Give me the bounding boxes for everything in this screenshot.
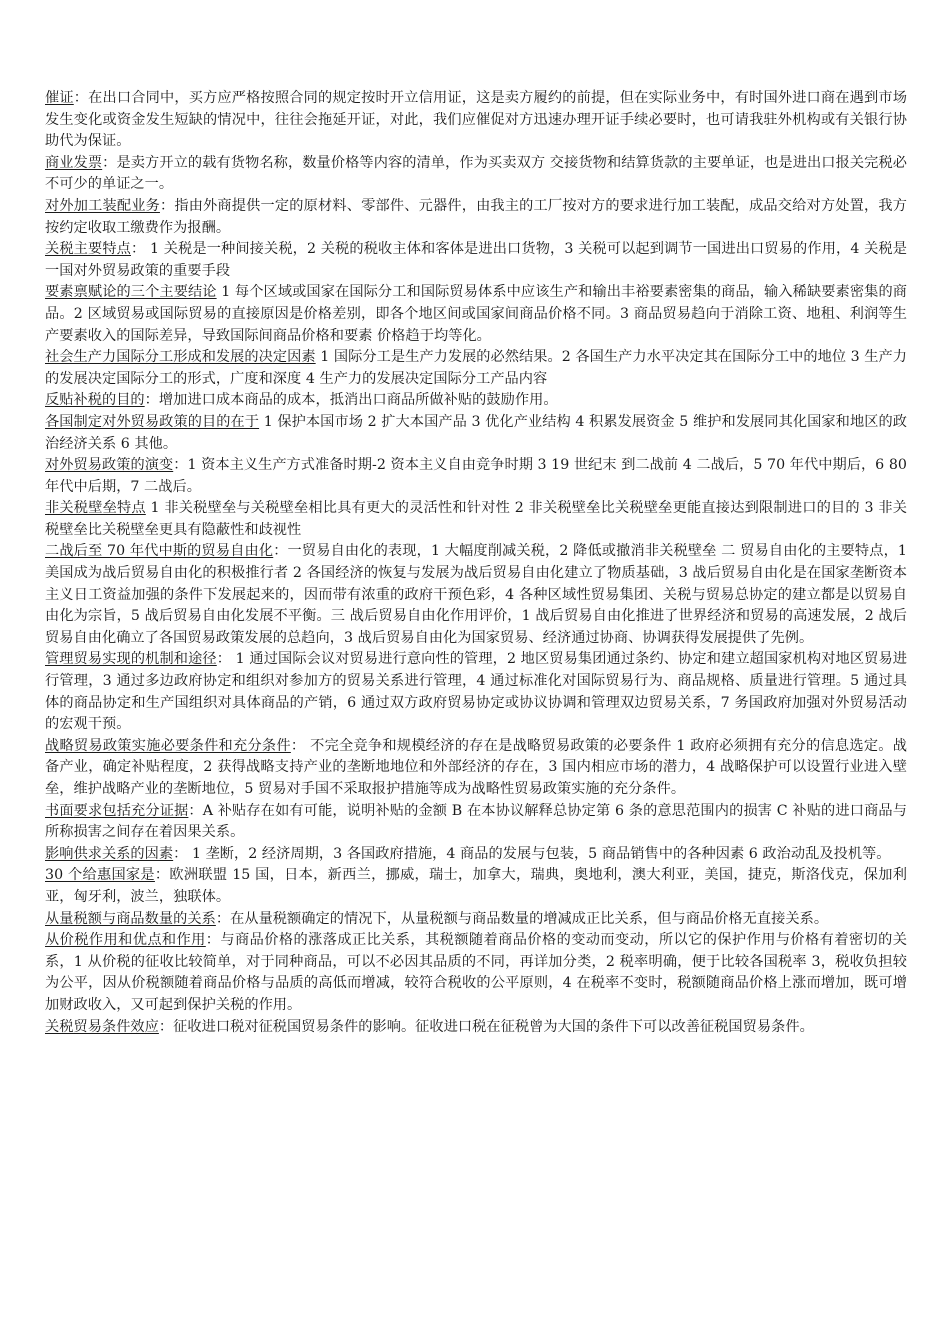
document-page [45,88,907,1038]
entry-text: ：增加进口成本商品的成本，抵消出口商品所做补贴的鼓励作用。 [144,392,558,409]
entry-processing-assembly [45,196,907,239]
entry-factor-endowment [45,282,907,347]
entry-text: ：是卖方开立的载有货物名称，数量价格等内容的清单，作为买卖双方 交接货物和结算货款的主要单证，也是进出口报关完税必不可少的单证之一。 [45,154,907,193]
entry-text: ： 不完全竞争和规模经济的存在是战略贸易政策的必要条件 1 政府必须拥有充分的信息选定。战备产业，确定补贴程度，2 获得战略支持产业的垄断地地位和外部经济的存在，3 国内相应市场的潜力，4 战略保护可以设置行业进入壁垒，维护战略产业的垄断地位，5 贸易对手国不采取报护措施等成为战略性贸易政策实施的充分条件。 [45,737,907,797]
entry-term: 非关税壁垒特点 [45,500,146,517]
entry-text: 1 国际分工是生产力发展的必然结果。2 各国生产力水平决定其在国际分工中的地位 3 生产力的发展决定国际分工的形式，广度和深度 4 生产力的发展决定国际分工产品内容 [45,349,908,387]
entry-division-of-labor [45,347,907,390]
entry-strategic-trade-policy [45,736,907,801]
entry-non-tariff-barriers [45,498,907,541]
entry-trade-policy-purpose [45,412,907,455]
entry-preference-giving-countries [45,865,907,908]
entry-text: ：与商品价格的涨落成正比关系，其税额随着商品价格的变动而变动，所以它的保护作用与价格有着密切的关系，1 从价税的征收比较简单，对于同种商品，可以不必因其品质的不同，再详加分类，2 税率明确，便于比较各国税率 3，税收负担较为公平，因从价税额随着商品价格与品质的高低而增减，较符合税收的公平原则，4 在税率不变时，税额随商品价格上涨而增加，既可增加财政收入，又可起到保护关税的作用。 [45,932,907,1013]
entry-term: 影响供求关系的因素 [45,845,174,862]
entry-urging-lc [45,88,907,153]
entry-term: 要素禀赋论的三个主要结论 [45,284,217,301]
entry-term: 社会生产力国际分工形成和发展的决定因素 [45,349,316,366]
entry-supply-demand-factors [45,844,907,866]
entry-term: 关税主要特点 [45,241,131,258]
entry-term: 商业发票 [45,154,103,171]
entry-trade-policy-evolution [45,455,907,498]
entry-text: ：1 资本主义生产方式准备时期-2 资本主义自由竞争时期 3 19 世纪末 到二战前 4 二战后，5 70 年代中期后，6 80 年代中后期，7 二战后。 [45,457,907,495]
entry-text: ：指由外商提供一定的原材料、零部件、元器件，由我主的工厂按对方的要求进行加工装配，成品交给对方处置，我方按约定收取工缴费作为报酬。 [45,197,907,236]
entry-term: 战略贸易政策实施必要条件和充分条件 [45,737,291,754]
entry-text: 1 非关税壁垒与关税壁垒相比具有更大的灵活性和针对性 2 非关税壁垒比关税壁垒更能直接达到限制进口的目的 3 非关税壁垒比关税壁垒更具有隐蔽性和歧视性 [45,500,907,538]
entry-term: 二战后至 70 年代中斯的贸易自由化 [45,543,274,560]
entry-tariff-features [45,239,907,282]
entry-text: 1 每个区域或国家在国际分工和国际贸易体系中应该生产和输出丰裕要素密集的商品，输入稀缺要素密集的商品。2 区域贸易或国际贸易的直接原因是价格差别，即各个地区间或国家间商品价格不同。3 商品贸易趋向于消除工资、地租、利润等生产要素收入的国际差异，导致国际间商品价格和要素 价格趋于均等化。 [45,284,907,344]
entry-terms-of-trade-effect [45,1017,907,1039]
entry-text: ： 1 通过国际会议对贸易进行意向性的管理，2 地区贸易集团通过条约、协定和建立超国家机构对地区贸易进行管理，3 通过多边政府协定和组织对参加方的贸易关系进行管理，4 通过标准化对国际贸易行为、商品规格、质量进行管理。5 通过具体的商品协定和生产国组织对具体商品的产销，6 通过双方政府贸易协定或协议协调和管理双边贸易关系，7 务国政府加强对外贸易活动的宏观干预。 [45,651,907,733]
entry-text: ： 1 关税是一种间接关税，2 关税的税收主体和客体是进出口货物，3 关税可以起到调节一国进出口贸易的作用，4 关税是一国对外贸易政策的重要手段 [45,241,907,279]
entry-term: 反贴补税的目的 [45,392,145,409]
entry-term: 催证 [45,90,74,106]
entry-term: 关税贸易条件效应 [45,1018,159,1035]
entry-managed-trade [45,649,907,735]
entry-text: 1 保护本国市场 2 扩大本国产品 3 优化产业结构 4 积累发展资金 5 维护和发展同其化国家和地区的政治经济关系 6 其他。 [45,413,907,452]
entry-text: ：A 补贴存在如有可能，说明补贴的金额 B 在本协议解释总协定第 6 条的意思范围内的损害 C 补贴的进口商品与所称损害之间存在着因果关系。 [45,802,907,841]
entry-specific-duty [45,909,907,931]
entry-term: 30 个给惠国家是 [45,867,155,884]
entry-written-request [45,801,907,844]
entry-term: 对外加工装配业务 [45,197,160,214]
entry-text: ：征收进口税对征税国贸易条件的影响。征收进口税在征税曾为大国的条件下可以改善征税国贸易条件。 [158,1018,814,1035]
entry-commercial-invoice [45,153,907,196]
entry-countervailing-duty [45,390,907,412]
entry-text: ：在出口合同中，买方应严格按照合同的规定按时开立信用证，这是卖方履约的前提，但在实际业务中，有时国外进口商在遇到市场发生变化或资金发生短缺的情况中，往往会拖延开证，对此，我们应催促对方迅速办理开证手续必要时，也可请我驻外机构或有关银行协助代为保证。 [45,90,908,150]
entry-term: 管理贸易实现的机制和途径 [45,651,217,668]
entry-text: ：欧洲联盟 15 国，日本，新西兰，挪威，瑞士，加拿大，瑞典，奥地利，澳大利亚，美国，捷克，斯洛伐克，保加利亚，匈牙利，波兰，独联体。 [45,867,908,905]
entry-text: ： 1 垄断，2 经济周期，3 各国政府措施，4 商品的发展与包装，5 商品销售中的各种因素 6 政治动乱及投机等。 [173,845,891,862]
entry-term: 各国制定对外贸易政策的目的在于 [45,413,260,430]
entry-text: ：在从量税额确定的情况下，从量税额与商品数量的增减成正比关系，但与商品价格无直接关系。 [215,910,829,927]
entry-trade-liberalization [45,541,907,649]
entry-ad-valorem-duty [45,930,907,1016]
entry-term: 书面要求包括充分证据 [45,802,189,819]
entry-text: ：一贸易自由化的表现，1 大幅度削减关税，2 降低或撤消非关税壁垒 二 贸易自由化的主要特点，1 美国成为战后贸易自由化的积极推行者 2 各国经济的恢复与发展为战后贸易自由化建立了物质基础，3 战后贸易自由化是在国家垄断资本主义日工资益加强的条件下发展起来的，因而带有浓重的政府干预色彩，4 各种区域性贸易集团、关税与贸易总协定的建立都是以贸易自由化为宗旨，5 战后贸易自由化发展不平衡。三 战后贸易自由化作用评价，1 战后贸易自由化推进了世界经济和贸易的高速发展，2 战后贸易自由化确立了各国贸易政策发展的总趋向，3 战后贸易自由化为国家贸易、经济通过协商、协调获得发展提供了先例。 [45,543,907,646]
entry-term: 从量税额与商品数量的关系 [45,910,216,927]
entry-term: 对外贸易政策的演变 [45,457,174,474]
entry-term: 从价税作用和优点和作用 [45,932,206,949]
